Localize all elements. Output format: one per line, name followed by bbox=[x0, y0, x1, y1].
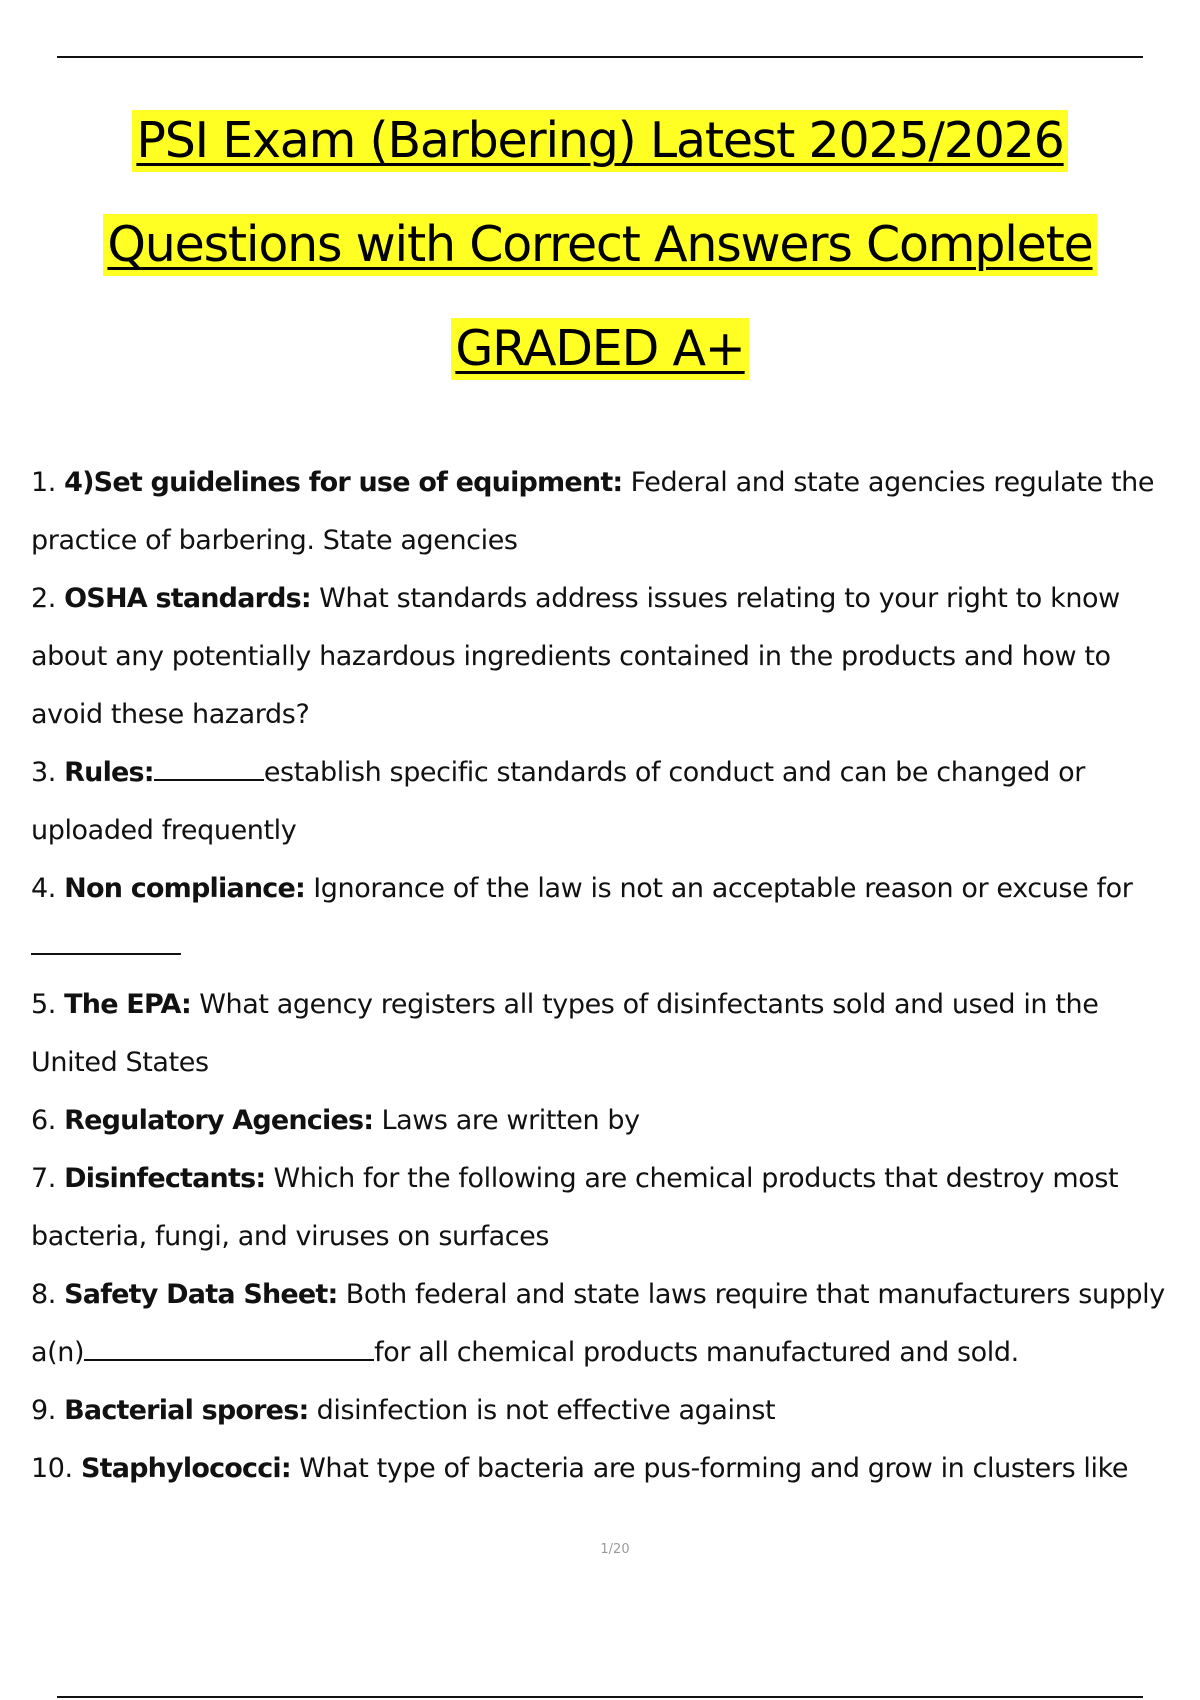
question-number: 6. bbox=[31, 1105, 56, 1136]
question-text: Which for the following are chemical products that destroy most bacteria, fungi, and viruses on surfaces bbox=[31, 1163, 1119, 1252]
question-number: 4. bbox=[31, 873, 56, 904]
answer-term: 4)Set guidelines for use of equipment: bbox=[64, 467, 623, 498]
bottom-divider bbox=[57, 1696, 1143, 1698]
answer-term: OSHA standards: bbox=[64, 583, 311, 614]
title-line-3 bbox=[0, 318, 1200, 422]
question-item-10 bbox=[31, 1440, 1181, 1498]
question-number: 9. bbox=[31, 1395, 56, 1426]
question-number: 5. bbox=[31, 989, 56, 1020]
question-number: 1. bbox=[31, 467, 56, 498]
top-divider bbox=[57, 56, 1143, 58]
answer-term: Safety Data Sheet: bbox=[64, 1279, 338, 1310]
answer-term: Rules: bbox=[64, 757, 154, 788]
question-item-1 bbox=[31, 454, 1181, 570]
question-text: disinfection is not effective against bbox=[316, 1395, 776, 1426]
title-text-3: GRADED A+ bbox=[451, 318, 748, 380]
title-text-1: PSI Exam (Barbering) Latest 2025/2026 bbox=[132, 110, 1067, 172]
title-line-1 bbox=[0, 110, 1200, 214]
question-text: What agency registers all types of disinfectants sold and used in the United States bbox=[31, 989, 1099, 1078]
question-number: 3. bbox=[31, 757, 56, 788]
question-list bbox=[31, 454, 1181, 1498]
question-text: Federal and state agencies regulate the practice of barbering. State agencies bbox=[31, 467, 1155, 556]
fill-in-blank bbox=[84, 1337, 374, 1361]
question-item-9 bbox=[31, 1382, 1181, 1440]
question-item-8 bbox=[31, 1266, 1181, 1382]
answer-term: Regulatory Agencies: bbox=[64, 1105, 374, 1136]
question-item-7 bbox=[31, 1150, 1181, 1266]
title-line-2 bbox=[0, 214, 1200, 318]
title-text-2: Questions with Correct Answers Complete bbox=[103, 214, 1096, 276]
question-text-after: for all chemical products manufactured and sold. bbox=[374, 1337, 1019, 1368]
question-number: 8. bbox=[31, 1279, 56, 1310]
document-title bbox=[0, 110, 1200, 422]
question-text: Laws are written by bbox=[381, 1105, 640, 1136]
answer-term: Bacterial spores: bbox=[64, 1395, 309, 1426]
fill-in-blank bbox=[31, 931, 181, 955]
question-text: establish specific standards of conduct and can be changed or uploaded frequently bbox=[31, 757, 1085, 846]
question-item-2 bbox=[31, 570, 1181, 744]
answer-term: Non compliance: bbox=[64, 873, 306, 904]
question-number: 7. bbox=[31, 1163, 56, 1194]
question-text: Ignorance of the law is not an acceptable reason or excuse for bbox=[313, 873, 1133, 904]
question-item-3 bbox=[31, 744, 1181, 860]
question-number: 2. bbox=[31, 583, 56, 614]
page-number: 1/20 bbox=[600, 1542, 630, 1557]
question-text: What type of bacteria are pus-forming and grow in clusters like bbox=[299, 1453, 1129, 1484]
answer-term: Disinfectants: bbox=[64, 1163, 266, 1194]
question-item-6 bbox=[31, 1092, 1181, 1150]
question-item-5 bbox=[31, 976, 1181, 1092]
question-text: What standards address issues relating to your right to know about any potentially hazardous ingredients contained in the products and how to avoid these hazards? bbox=[31, 583, 1120, 730]
fill-in-blank bbox=[154, 757, 264, 781]
answer-term: Staphylococci: bbox=[80, 1453, 291, 1484]
answer-term: The EPA: bbox=[64, 989, 192, 1020]
question-number: 10. bbox=[31, 1453, 73, 1484]
question-text: Both federal and state laws require that manufacturers supply a(n) bbox=[31, 1279, 1165, 1368]
question-item-4 bbox=[31, 860, 1181, 976]
